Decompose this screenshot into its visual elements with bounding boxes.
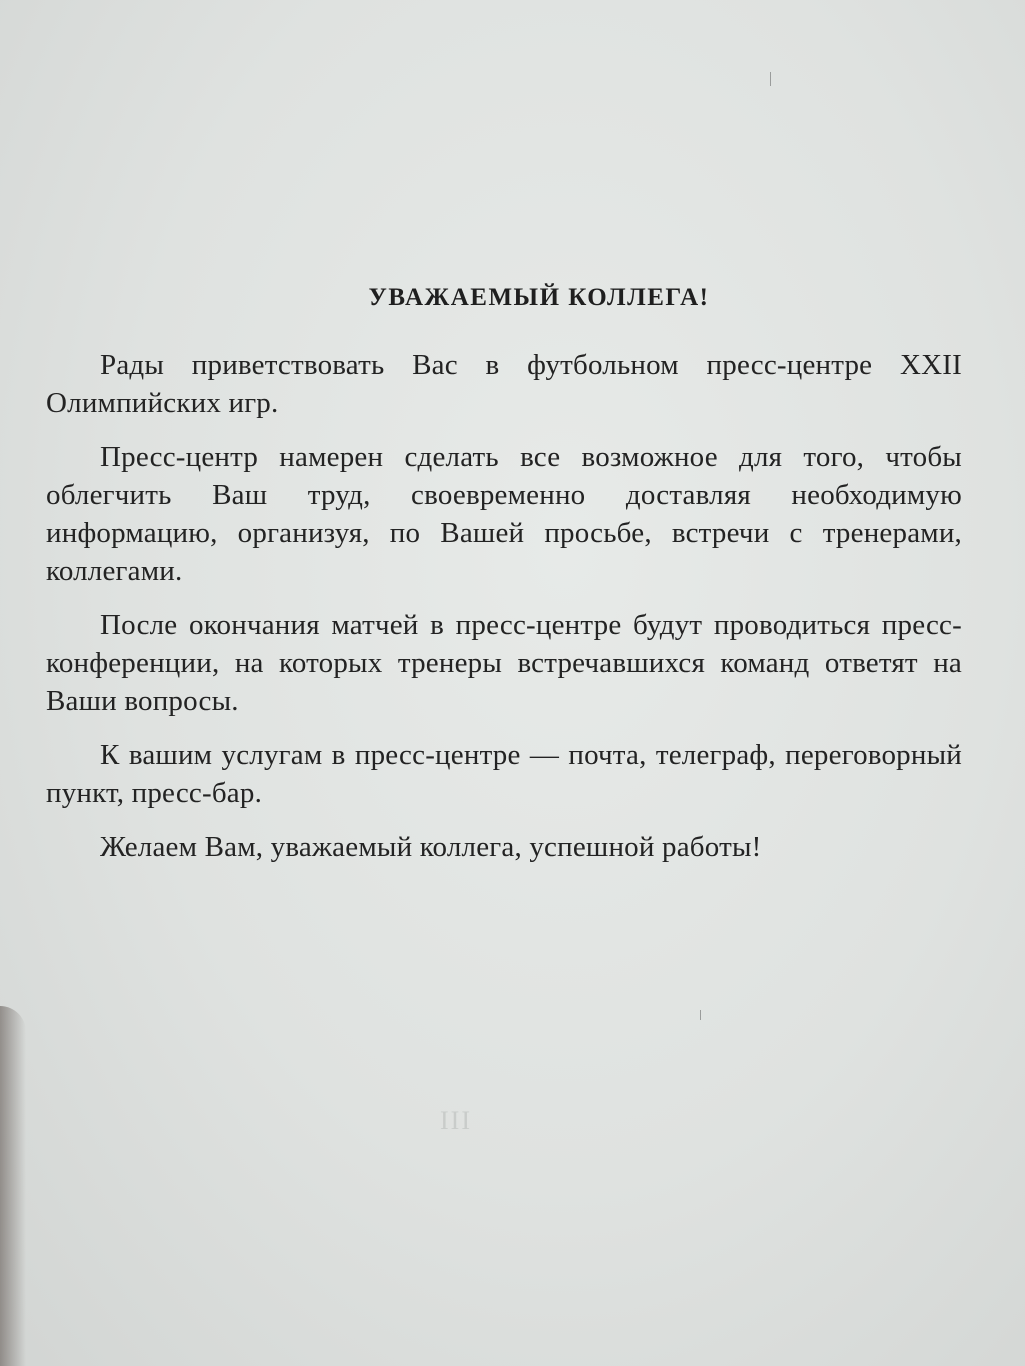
letter-heading: УВАЖАЕМЫЙ КОЛЛЕГА! <box>368 284 710 311</box>
paragraph-services: К вашим услугам в пресс-центре — почта, телеграф, переговорный пункт, пресс-бар. <box>46 739 962 809</box>
paragraph-press-conferences: После окончания матчей в пресс-центре будут проводиться пресс-конференции, на которых тренеры встречавшихся команд ответят на Ваши вопросы. <box>46 609 962 717</box>
paragraph-wishes: Желаем Вам, уважаемый коллега, успешной работы! <box>100 831 762 863</box>
finger-shadow <box>0 1006 26 1366</box>
paragraph-greeting: Рады приветствовать Вас в футбольном пресс-центре XXII Олимпийских игр. <box>46 349 962 419</box>
paragraph-press-center-purpose: Пресс-центр намерен сделать все возможное для того, чтобы облегчить Ваш труд, своевременно доставляя необходимую информацию, организуя, по Вашей просьбе, встречи с тренерами, коллегами. <box>46 441 962 587</box>
paper-speck <box>700 1010 701 1020</box>
letter-body <box>46 284 962 882</box>
paper-speck <box>770 72 771 86</box>
page-number: III <box>440 1106 472 1135</box>
